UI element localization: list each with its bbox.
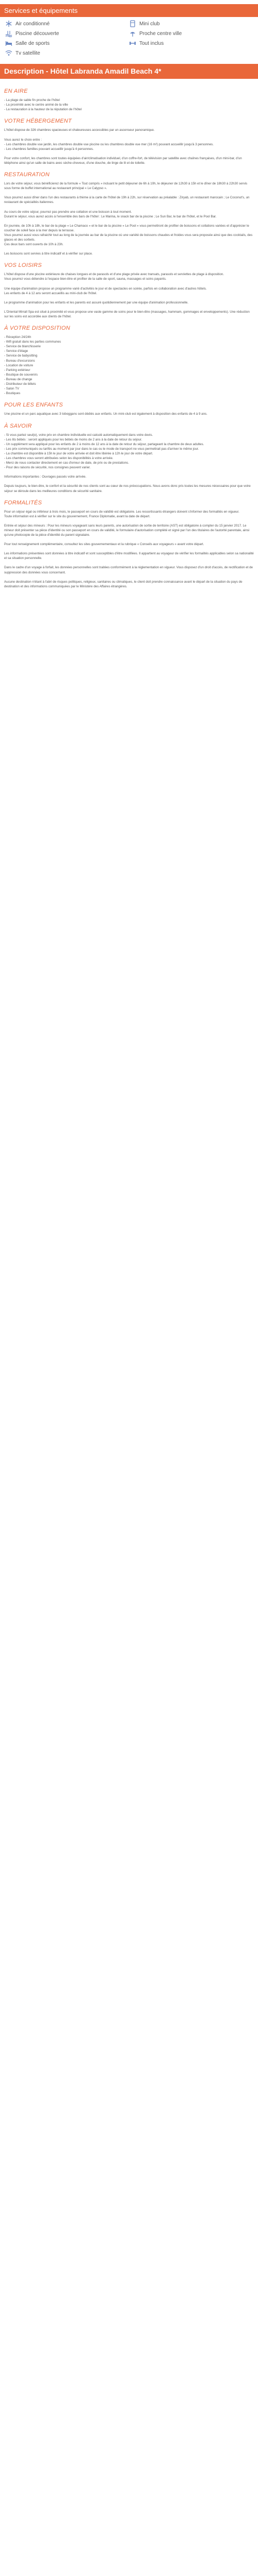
feature-item [5, 20, 119, 27]
section-paragraph: L'hôtel dispose de 326 chambres spacieuses et chaleureuses accessibles par un ascenseur panoramique. [4, 128, 155, 132]
description-header: Description - Hôtel Labranda Amadil Beach 4* [0, 64, 258, 79]
feature-item [129, 40, 243, 47]
services-header: Services et équipements [0, 4, 258, 17]
pool-icon [5, 30, 12, 37]
section-paragraph: Au cours de votre séjour, pourrez pas prendre une collation et une boisson à tout moment. Durant le séjour, vous aurez accès à l'ensemble des bars de l'hôtel : Le Marina, le snack bar de la piscine ; Le Sun Bar, le bar de l'hôtel, et le Pool Bar. [4, 210, 217, 218]
features-list [0, 17, 258, 60]
section-title: VOTRE HÉBERGEMENT [4, 118, 72, 125]
section-paragraph: Informations importantes : Ouvrages passés votre arrivée. [4, 475, 87, 479]
section-paragraph: L'Oriental Mirrall Spa est situé à proximité et vous propose une vaste gamme de soins pour le bien-être (massages, hammam, gommages et enveloppements). Une réduction sur les soins est accordée aux clients de l'hôtel. [4, 310, 250, 318]
feature-label: Mini club [139, 21, 160, 27]
hotel-page [0, 4, 258, 597]
section-paragraph: Vous pourrez aussi dîner dans l'un des restaurants à thème à la carte de l'hôtel de 19h à 22h, sur réservation au préalable : Ziryab, un restaurant marocain ; Le Coconut's, un restaurant de spécialités italiennes. [4, 196, 250, 205]
section-paragraph: Depuis toujours, le bien-être, le confort et la sécurité de nos clients sont au cœur de nos préoccupations. Nous avons donc pris toutes les mesures nécessaires pour que votre séjour se déroule dans les meilleures conditions de sécurité sanitaire. [4, 484, 251, 493]
feature-label: Air conditionné [15, 21, 50, 27]
description-content [0, 79, 258, 597]
section-paragraph: Entrée et séjour des mineurs : Pour les mineurs voyageant sans leurs parents, une autorisation de sortie de territoire (AST) est obligatoire à compter du 15 janvier 2017. Le mineur doit présenter sa pièce d'identité ou son passeport en cours de validité, le formulaire d'autorisation complété et signé par l'un des titulaires de l'autorité parentale, ainsi qu'une photocopie de la pièce d'identité du parent signataire. [4, 523, 250, 537]
section-paragraph: Pour tout renseignement complémentaire, consultez les sites gouvernementaux et la rubrique « Conseils aux voyageurs » avant votre départ. [4, 543, 204, 547]
section-title: RESTAURATION [4, 172, 50, 178]
section-paragraph: - La plage de sable fin proche de l'hôtel - La proximité avec le centre animé de la ville - La restauration à la hauteur de la réputation de l'hôtel [4, 98, 82, 112]
section-paragraph: Dans le cadre d'un voyage à forfait, les données personnelles sont traitées conformément à la réglementation en vigueur. Vous disposez d'un droit d'accès, de rectification et de suppression des données vous concernant. [4, 566, 253, 574]
section-title: À VOTRE DISPOSITION [4, 325, 70, 331]
section-paragraph: Les informations présentées sont données à titre indicatif et sont susceptibles d'être modifiées. Il appartient au voyageur de vérifier les formalités applicables selon sa nationalité et sa situation personnelle. [4, 552, 254, 561]
feature-item [5, 49, 119, 57]
section-title: FORMALITÉS [4, 499, 42, 506]
section-title: À SAVOIR [4, 422, 32, 429]
section-title: EN AIRE [4, 88, 28, 94]
section-paragraph: Le programme d'animation pour les enfants et les parents est assuré quotidiennement par une équipe d'animation professionnelle. [4, 300, 188, 304]
section-paragraph: - Si vous partez seul(e), votre prix en chambre individuelle est calculé automatiquement dans votre devis. - Les lits bébés : seront appliqués pour les bébés de moins de 2 ans à la date de retour du séjour. - Un supplément sera appliqué pour les enfants de 2 à moins de 12 ans à la date de retour du séjour, partageant la chambre de deux adultes. - Les prix communiqués ou tarifés au moment par jour dans le cas ou le mode de transport ne vous permettrait pas d'arriver le même jour. - La chambre est disponible à 15h le jour de votre arrivée et doit être libérée à 12h le jour de votre départ. - Les chambres vous seront attribuées selon les disponibilités à votre arrivée. - Merci de nous contacter directement en cas d'erreur de date, de prix ou de prestations. - Pour des raisons de sécurité, nos consignes peuvent varier. [4, 433, 204, 470]
snowflake-icon [5, 20, 12, 27]
section-paragraph: Une piscine et un parc aquatique avec 3 toboggans sont dédiés aux enfants. Un mini-club est également à disposition des enfants de 4 à 9 ans. [4, 412, 207, 416]
fridge-icon [129, 20, 136, 27]
section-title: VOS LOISIRS [4, 262, 42, 269]
section-paragraph: Pour un séjour égal ou inférieur à trois mois, le passeport en cours de validité est obligatoire. Les ressortissants étrangers doivent s'informer des formalités en vigueur. Toute information est à vérifier sur le site du gouvernement, France Diplomatie, avant la date de départ. [4, 510, 239, 518]
feature-label: Piscine découverte [15, 30, 59, 37]
section-paragraph: Aucune destination n'étant à l'abri de risques politiques, religieux, sanitaires ou climatiques, le client doit prendre connaissance avant le départ de la situation du pays de destination et des informations communiquées par le Ministère des Affaires étrangères. [4, 580, 243, 588]
section-paragraph: En journée, de 10h à 18h, le bar de la plage « Le Chamaco » et le bar de la piscine « Le Pool » vous permettront de profiter de boissons et collations variées et d'apprécier le coucher de soleil face à la mer depuis la terrasse. Vous pourrez aussi vous rafraichir tout au long de la journée au bar de la piscine où une variété de boissons chaudes et froides vous sera proposée ainsi que des cocktails, des glaces et des sorbets. Ces deux bars sont ouverts de 10h à 23h. [4, 224, 253, 247]
section-paragraph: L'hôtel dispose d'une piscine extérieure de chaises longues et de parasols et d'une plage privée avec transats, parasols et serviettes de plage à disposition. Vous pourrez vous détendre à l'espace bien-être et profiter de la salle de sport, sauna, massages et soins payants. [4, 273, 224, 281]
section-paragraph: Pour votre confort, les chambres sont toutes équipées d'air/climatisation individuel, d'un coffre-fort, de télévision par satellite avec chaînes françaises, d'un mini-bar, d'un téléphone ainsi qu'un salle de bains avec sèche-cheveux, d'une douche, de linge de lit et de toilette. [4, 156, 242, 165]
section-paragraph: Vous aurez le choix entre : - Les chambres double vue jardin, les chambres double vue piscine ou les chambres double vue mer (16 m²) pouvant accueillir jusqu'à 3 personnes. - Les chambres familles pouvant accueillir jusqu'à 4 personnes. [4, 138, 214, 151]
feature-label: Tout inclus [139, 40, 164, 46]
bed-icon [5, 40, 12, 47]
section-paragraph: Les boissons sont servies à titre indicatif et à vérifier sur place. [4, 252, 93, 256]
feature-item [5, 30, 119, 37]
beach-icon [129, 30, 136, 37]
section-paragraph: - Réception 24/24h - Wifi gratuit dans les parties communes - Service de blanchisserie - Service d'étage - Service de babysitting - Bureau d'excursions - Location de voiture - Parking extérieur - Boutique de souvenirs - Bureau de change - Distributeur de billets - Salon TV - Boutiques [4, 335, 61, 396]
section-title: POUR LES ENFANTS [4, 402, 63, 409]
feature-label: Proche centre ville [139, 30, 182, 37]
section-paragraph: Lors de votre séjour, vous bénéficierez de la formule « Tout compris » incluant le petit déjeuner de 6h à 10h, le déjeuner de 12h30 à 15h et le dîner de 18h30 à 22h30 servis sous forme de buffet international au restaurant principal « Le Calypso ». [4, 182, 248, 191]
feature-item [129, 20, 243, 27]
feature-label: Tv satellite [15, 50, 40, 56]
feature-label: Salle de sports [15, 40, 50, 46]
feature-item [129, 30, 243, 37]
dumbbell-icon [129, 40, 136, 47]
section-paragraph: Une équipe d'animation propose un programme varié d'activités le jour et de spectacles en soirée, parfois en collaboration avec d'autres hôtels. Les enfants de 4 à 12 ans seront accueillis au mini-club de l'hôtel. [4, 286, 207, 295]
wifi-icon [5, 49, 12, 57]
feature-item [5, 40, 119, 47]
